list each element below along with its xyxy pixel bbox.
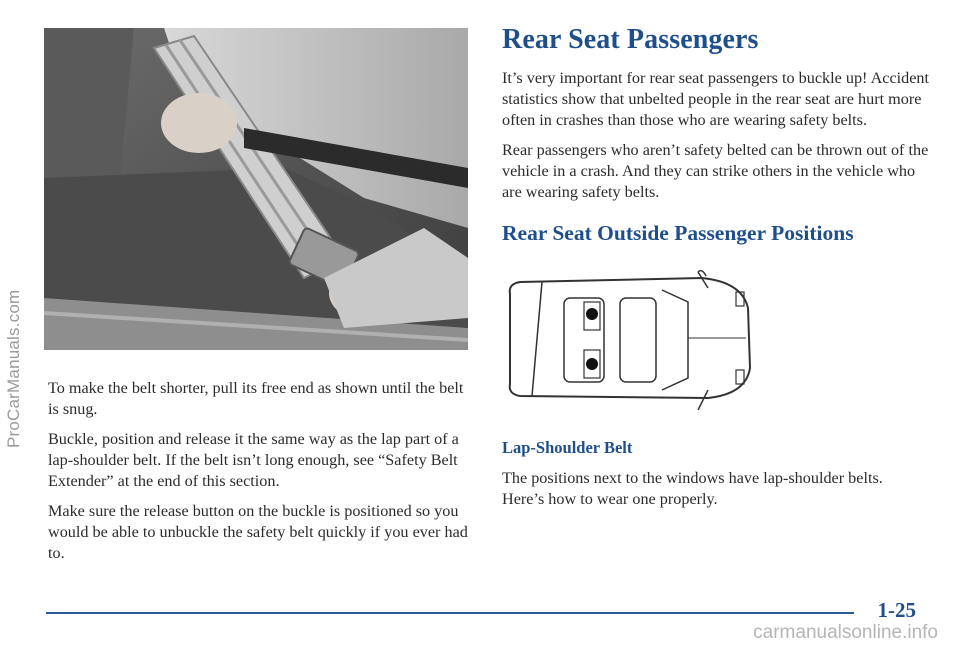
- right-paragraph-2: Rear passengers who aren’t safety belted can be thrown out of the vehicle in a crash. And they can strike others in the vehicle who are wearing safety belts.: [502, 141, 929, 201]
- section-subtitle: Rear Seat Outside Passenger Positions: [502, 221, 854, 245]
- page-number: 1-25: [877, 598, 916, 622]
- left-paragraph-2: Buckle, position and release it the same way as the lap part of a lap-shoulder belt. If the belt isn’t long enough, see “Safety Belt Extender” at the end of this section.: [48, 430, 459, 490]
- left-paragraph-1: To make the belt shorter, pull its free end as shown until the belt is snug.: [48, 379, 464, 418]
- bottom-watermark: carmanualsonline.info: [753, 622, 938, 643]
- left-text-block: [48, 378, 468, 573]
- right-paragraph-1: It’s very important for rear seat passengers to buckle up! Accident statistics show that unbelted people in the rear seat are hurt more often in crashes than those who are wearing safety belts.: [502, 69, 930, 129]
- seatbelt-photo: [44, 28, 468, 350]
- footer-rule: [46, 612, 854, 614]
- left-paragraph-3: Make sure the release button on the buckle is positioned so you would be able to unbuckle the safety belt quickly if you ever had to.: [48, 502, 468, 562]
- section-title: Rear Seat Passengers: [502, 24, 759, 55]
- side-watermark: ProCarManuals.com: [4, 289, 23, 448]
- right-column: [502, 24, 932, 246]
- lap-shoulder-heading: Lap-Shoulder Belt: [502, 438, 633, 457]
- vehicle-seating-diagram: [502, 268, 762, 410]
- lap-shoulder-paragraph: The positions next to the windows have lap-shoulder belts. Here’s how to wear one properly.: [502, 469, 883, 508]
